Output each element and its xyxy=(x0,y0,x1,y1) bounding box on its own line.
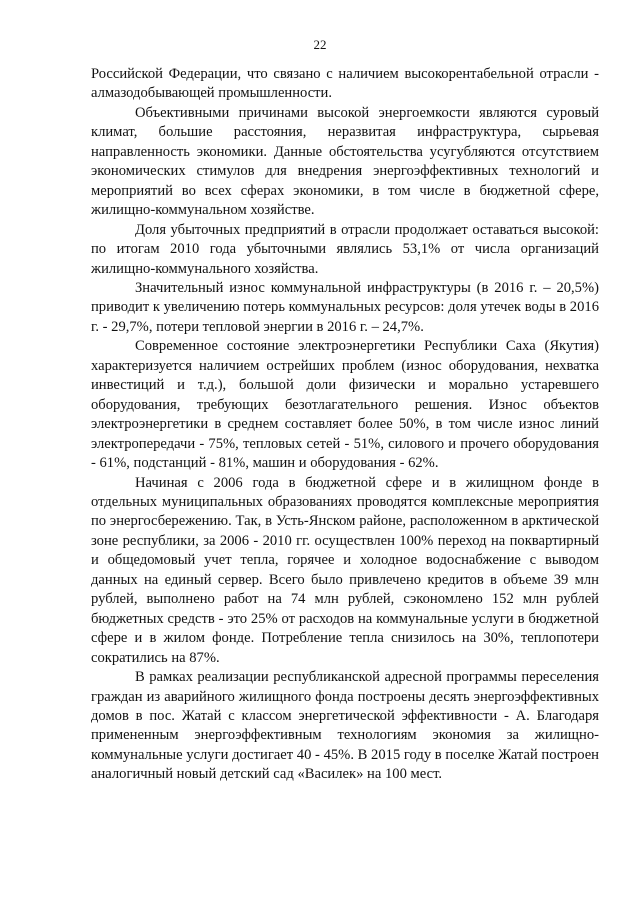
body-text xyxy=(91,65,599,785)
paragraph: В рамках реализации республиканской адресной программы переселения граждан из аварийного жилищного фонда построены десять энергоэффективных домов в пос. Жатай с классом энергетической эффективности - А. Благодаря примененным энергоэффективным технологиям экономия за жилищно-коммунальные услуги достигает 40 - 45%. В 2015 году в поселке Жатай построен аналогичный новый детский сад «Василек» на 100 мест. xyxy=(91,669,599,783)
paragraph: Современное состояние электроэнергетики Республики Саха (Якутия) характеризуется наличием острейших проблем (износ оборудования, нехватка инвестиций и т.д.), большой доли физически и морально устаревшего оборудования, требующих безотлагательного решения. Износ объектов электроэнергетики в среднем составляет более 50%, в том числе износ линий электропередачи - 75%, тепловых сетей - 51%, силового и прочего оборудования - 61%, подстанций - 81%, машин и оборудования - 62%. xyxy=(91,338,599,472)
paragraph: Доля убыточных предприятий в отрасли продолжает оставаться высокой: по итогам 2010 года убыточными являлись 53,1% от числа организаций жилищно-коммунального хозяйства. xyxy=(91,221,599,277)
paragraph: Объективными причинами высокой энергоемкости являются суровый климат, большие расстояния, неразвитая инфраструктура, сырьевая направленность экономики. Данные обстоятельства усугубляются отсутствием экономических стимулов для внедрения энергоэффективных технологий и мероприятий во всех сферах экономики, в том числе в бюджетной сфере, жилищно-коммунальном хозяйстве. xyxy=(91,104,599,219)
paragraph: Значительный износ коммунальной инфраструктуры (в 2016 г. – 20,5%) приводит к увеличению потерь коммунальных ресурсов: доля утечек воды в 2016 г. - 29,7%, потери тепловой энергии в 2016 г. – 24,7%. xyxy=(91,279,599,335)
paragraph: Российской Федерации, что связано с наличием высокорентабельной отрасли - алмазодобывающей промышленности. xyxy=(91,66,599,102)
paragraph: Начиная с 2006 года в бюджетной сфере и в жилищном фонде в отдельных муниципальных образованиях проводятся комплексные мероприятия по энергосбережению. Так, в Усть-Янском районе, расположенном в арктической зоне республики, за 2006 - 2010 гг. осуществлен 100% переход на поквартирный и общедомовый учет тепла, горячее и холодное водоснабжение с выводом данных на единый сервер. Всего было привлечено кредитов в объеме 39 млн рублей, выполнено работ на 74 млн рублей, сэкономлено 152 млн рублей бюджетных средств - это 25% от расходов на коммунальные услуги в бюджетной сфере и в жилом фонде. Потребление тепла снизилось на 30%, теплопотери сократились на 87%. xyxy=(91,474,599,666)
page-number: 22 xyxy=(313,37,327,52)
